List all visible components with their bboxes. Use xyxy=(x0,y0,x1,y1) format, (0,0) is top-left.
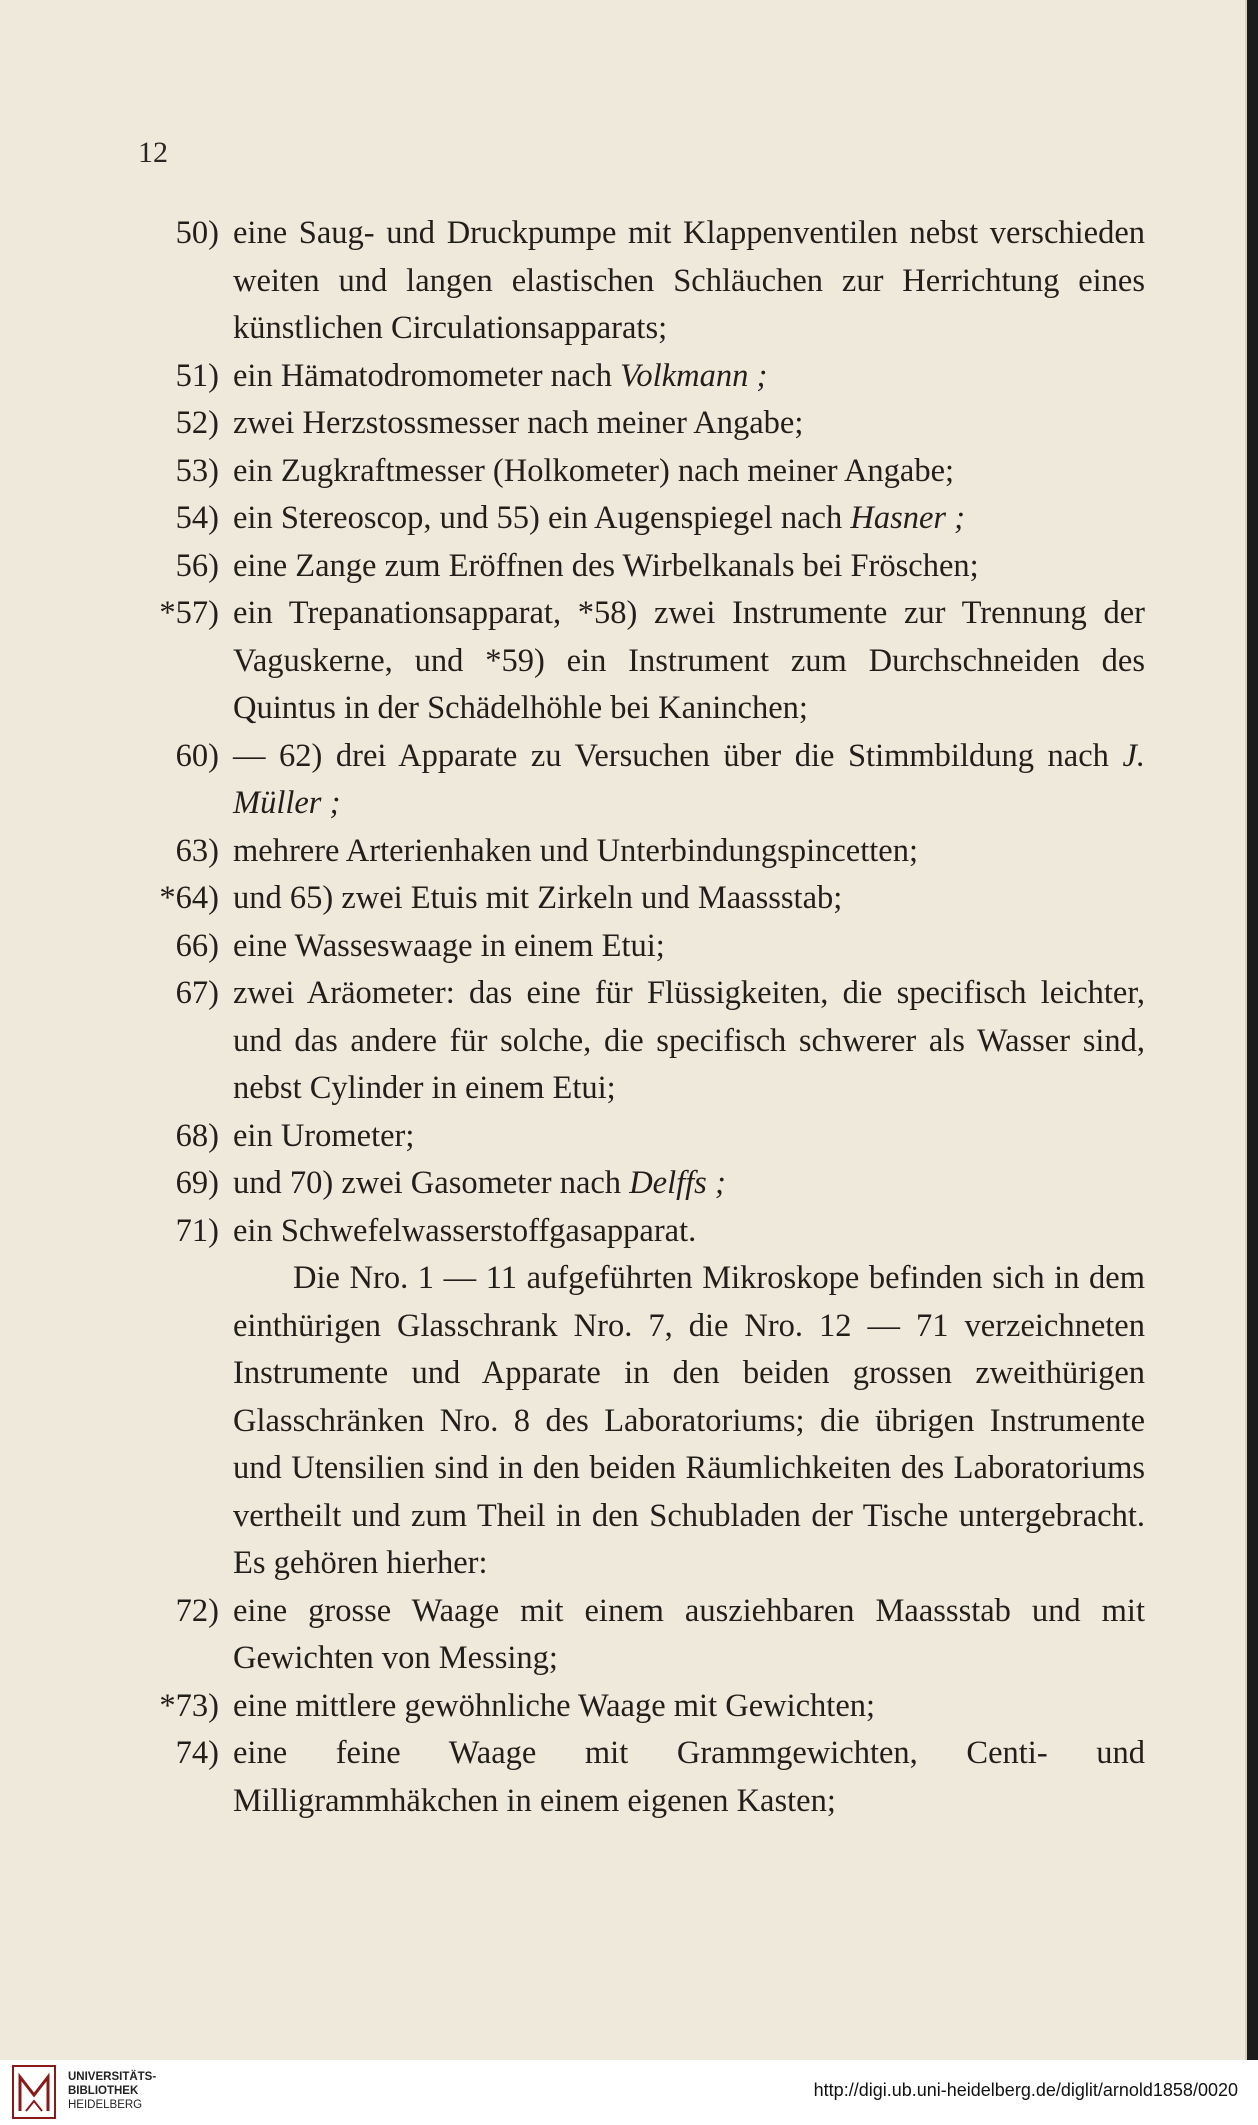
author-name: J. Müller ; xyxy=(233,737,1145,821)
entry-number: 67) xyxy=(175,975,219,1011)
entry-number: 66) xyxy=(175,927,219,964)
list-item xyxy=(155,828,1145,876)
list-item xyxy=(155,1160,1145,1208)
list-item xyxy=(155,1588,1145,1683)
entry-text: mehrere Arterienhaken und Unterbindungspincetten; xyxy=(233,832,918,869)
entry-number: *73) xyxy=(159,1687,219,1724)
list-item xyxy=(155,1113,1145,1161)
entry-list xyxy=(155,210,1145,1255)
entry-number: 53) xyxy=(175,452,219,489)
entry-number: 71) xyxy=(175,1212,219,1249)
entry-text: ein Hämatodromometer nach Volkmann ; xyxy=(233,357,768,394)
entry-text: eine grosse Waage mit einem ausziehbaren Maassstab und mit Gewichten von Messing; xyxy=(233,1592,1145,1676)
list-item xyxy=(155,1730,1145,1825)
list-item xyxy=(155,400,1145,448)
list-item xyxy=(155,1683,1145,1731)
library-logo-text: UNIVERSITÄTS- BIBLIOTHEK HEIDELBERG xyxy=(68,2071,157,2111)
entry-number: 51) xyxy=(175,357,219,394)
entry-number: 60) xyxy=(175,737,219,774)
entry-number: 63) xyxy=(175,832,219,869)
list-item xyxy=(155,495,1145,543)
entry-text: eine Zange zum Eröffnen des Wirbelkanals bei Fröschen; xyxy=(233,547,979,584)
entry-text: eine feine Waage mit Grammgewichten, Centi- und Milligrammhäkchen in einem eigenen Kasten; xyxy=(233,1735,1145,1819)
entry-number: 68) xyxy=(175,1117,219,1154)
university-logo-icon xyxy=(12,2065,56,2119)
list-item xyxy=(155,875,1145,923)
entry-number: 74) xyxy=(175,1735,219,1771)
entry-text: ein Zugkraftmesser (Holkometer) nach meiner Angabe; xyxy=(233,452,955,489)
entry-number: 50) xyxy=(175,215,219,251)
entry-text: ein Trepanationsapparat, *58) zwei Instrumente zur Trennung der Vaguskerne, und *59) ein Instrument zum Durchschneiden des Quintus in der Schädelhöhle bei Kaninchen; xyxy=(233,595,1145,726)
source-url-link[interactable]: http://digi.ub.uni-heidelberg.de/diglit/arnold1858/0020 xyxy=(813,2080,1238,2100)
entry-text: — 62) drei Apparate zu Versuchen über die Stimmbildung nach J. Müller ; xyxy=(233,737,1145,821)
page-text xyxy=(155,210,1145,1825)
page-number: 12 xyxy=(138,136,168,169)
entry-text: und 65) zwei Etuis mit Zirkeln und Maassstab; xyxy=(233,880,843,916)
list-item xyxy=(155,970,1145,1113)
author-name: Delffs ; xyxy=(629,1165,726,1201)
list-item xyxy=(155,733,1145,828)
entry-text: eine Saug- und Druckpumpe mit Klappenventilen nebst verschieden weiten und langen elastischen Schläuchen zur Herrichtung eines künstlichen Circulationsapparats; xyxy=(233,215,1145,346)
entry-number: 54) xyxy=(175,500,219,536)
entry-text: eine Wasseswaage in einem Etui; xyxy=(233,927,665,964)
list-item xyxy=(155,923,1145,971)
list-item xyxy=(155,1208,1145,1256)
entry-text: ein Urometer; xyxy=(233,1117,415,1154)
body-paragraph: Die Nro. 1 — 11 aufgeführten Mikroskope befinden sich in dem einthürigen Glasschrank Nro. 7, die Nro. 12 — 71 verzeichneten Instrumente und Apparate in den beiden grossen zweithürigen Glasschränken Nro. 8 des Laboratoriums; die übrigen Instrumente und Utensilien sind in den beiden Räumlichkeiten des Laboratoriums vertheilt und zum Theil in den Schubladen der Tische untergebracht. Es gehören hierher: xyxy=(233,1260,1145,1581)
entry-text: und 70) zwei Gasometer nach Delffs ; xyxy=(233,1165,726,1201)
entry-number: 69) xyxy=(175,1165,219,1201)
list-item xyxy=(155,590,1145,733)
entry-text: ein Schwefelwasserstoffgasapparat. xyxy=(233,1212,697,1249)
author-name: Hasner ; xyxy=(850,500,965,536)
entry-number: 72) xyxy=(175,1592,219,1629)
list-item xyxy=(155,448,1145,496)
entry-text: eine mittlere gewöhnliche Waage mit Gewichten; xyxy=(233,1687,876,1724)
entry-number: 56) xyxy=(175,547,219,584)
list-item xyxy=(155,353,1145,401)
entry-number: 52) xyxy=(175,405,219,441)
entry-text: ein Stereoscop, und 55) ein Augenspiegel nach Hasner ; xyxy=(233,500,965,536)
entry-number: *64) xyxy=(159,880,219,916)
entry-number: *57) xyxy=(159,595,219,631)
entry-list-2 xyxy=(155,1588,1145,1826)
author-name: Volkmann ; xyxy=(620,357,768,394)
list-item xyxy=(155,543,1145,591)
list-item xyxy=(155,210,1145,353)
entry-text: zwei Aräometer: das eine für Flüssigkeiten, die specifisch leichter, und das andere für solche, die specifisch schwerer als Wasser sind, nebst Cylinder in einem Etui; xyxy=(233,975,1145,1106)
entry-text: zwei Herzstossmesser nach meiner Angabe; xyxy=(233,405,804,441)
